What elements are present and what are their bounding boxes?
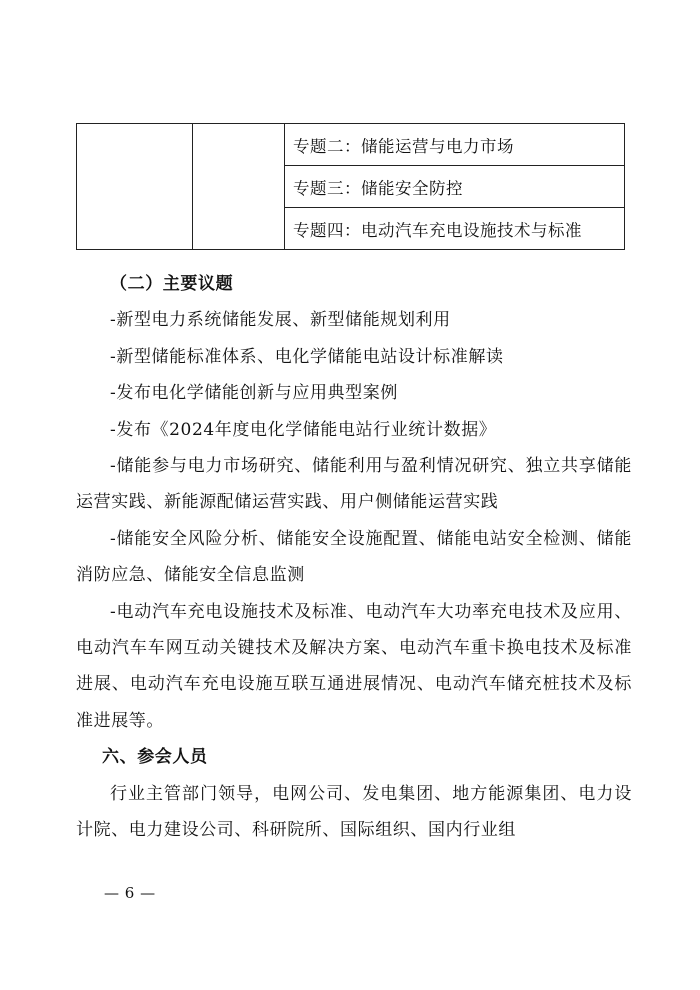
- attendees-paragraph: 行业主管部门领导，电网公司、发电集团、地方能源集团、电力设计院、电力建设公司、科研院所、国际组织、国内行业组: [76, 783, 632, 841]
- list-item: -储能参与电力市场研究、储能利用与盈利情况研究、独立共享储能运营实践、新能源配储运营实践、用户侧储能运营实践: [76, 456, 632, 513]
- list-item: -电动汽车充电设施技术及标准、电动汽车大功率充电技术及应用、电动汽车车网互动关键技术及解决方案、电动汽车重卡换电技术及标准进展、电动汽车充电设施互联互通进展情况、电动汽车储充桩技术及标准进展等。: [76, 601, 632, 731]
- list-item: -发布电化学储能创新与应用典型案例: [110, 383, 398, 404]
- table-cell-topic: 专题二：储能运营与电力市场: [285, 124, 625, 166]
- table-row: [77, 124, 625, 166]
- list-item: -发布《2024年度电化学储能电站行业统计数据》: [110, 419, 497, 440]
- list-item: -储能安全风险分析、储能安全设施配置、储能电站安全检测、储能消防应急、储能安全信息监测: [76, 528, 632, 586]
- table-cell-topic: 专题三：储能安全防控: [285, 166, 625, 208]
- list-item: -新型电力系统储能发展、新型储能规划利用: [110, 310, 451, 331]
- section-heading-main-topics: （二）主要议题: [110, 274, 234, 294]
- table-cell-merged: [193, 124, 285, 250]
- section-heading-attendees: 六、参会人员: [102, 747, 208, 768]
- table-cell-merged: [77, 124, 193, 250]
- list-item: -新型储能标准体系、电化学储能电站设计标准解读: [110, 346, 504, 367]
- topics-table: [76, 123, 625, 250]
- table-cell-topic: 专题四：电动汽车充电设施技术与标准: [285, 208, 625, 250]
- page-number: — 6 —: [104, 884, 156, 902]
- document-body: [76, 266, 632, 849]
